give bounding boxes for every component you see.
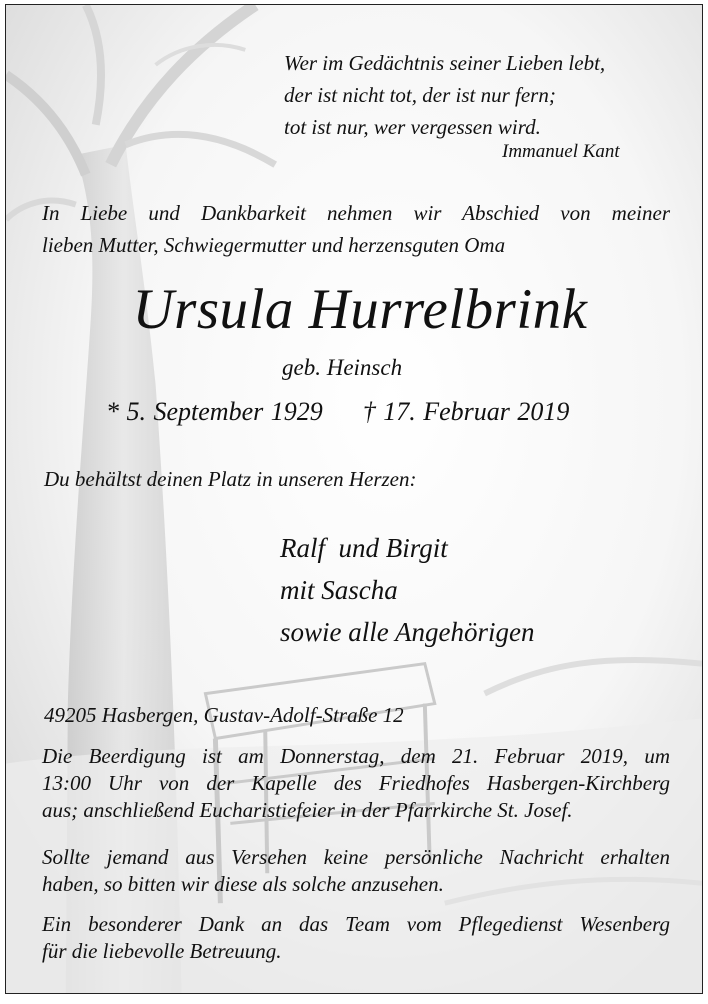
life-dates [106, 397, 569, 427]
quote-line: tot ist nur, wer vergessen wird. [284, 115, 541, 139]
quote-line: der ist nicht tot, der ist nur fern; [284, 83, 556, 107]
family-signature [280, 527, 534, 653]
intro-line: lieben Mutter, Schwiegermutter und herzensguten Oma [42, 233, 506, 257]
notice-line: haben, so bitten wir diese als solche anzusehen. [42, 872, 444, 896]
birth-name: geb. Heinsch [282, 355, 403, 380]
quote-author: Immanuel Kant [502, 141, 620, 162]
funeral-line: aus; anschließend Eucharistiefeier in der Pfarrkirche St. Josef. [42, 798, 573, 822]
funeral-line: 13:00 Uhr von der Kapelle des Friedhofes Hasbergen-Kirchberg [42, 771, 670, 795]
birth-date: * 5. September 1929 [106, 397, 323, 426]
deceased-name: Ursula Hurrelbrink [132, 278, 588, 341]
kant-quote [284, 47, 605, 143]
obituary-card [5, 4, 703, 994]
intro-line: In Liebe und Dankbarkeit nehmen wir Abschied von meiner [42, 201, 670, 225]
family-line: sowie alle Angehörigen [280, 617, 535, 647]
thanks-note [42, 911, 670, 965]
death-date: † 17. Februar 2019 [362, 397, 570, 426]
personal-notice [42, 844, 670, 898]
family-line: Ralf und Birgit [280, 533, 448, 563]
notice-line: Sollte jemand aus Versehen keine persönliche Nachricht erhalten [42, 845, 670, 869]
funeral-line: Die Beerdigung ist am Donnerstag, dem 21. Februar 2019, um [42, 744, 670, 768]
thanks-line: für die liebevolle Betreuung. [42, 939, 282, 963]
intro-text [42, 197, 670, 261]
comfort-line: Du behältst deinen Platz in unseren Herzen: [44, 467, 417, 491]
quote-line: Wer im Gedächtnis seiner Lieben lebt, [284, 51, 606, 75]
family-address: 49205 Hasbergen, Gustav-Adolf-Straße 12 [44, 703, 404, 727]
funeral-notice [42, 743, 670, 824]
family-line: mit Sascha [280, 575, 398, 605]
thanks-line: Ein besonderer Dank an das Team vom Pflegedienst Wesenberg [42, 912, 670, 936]
